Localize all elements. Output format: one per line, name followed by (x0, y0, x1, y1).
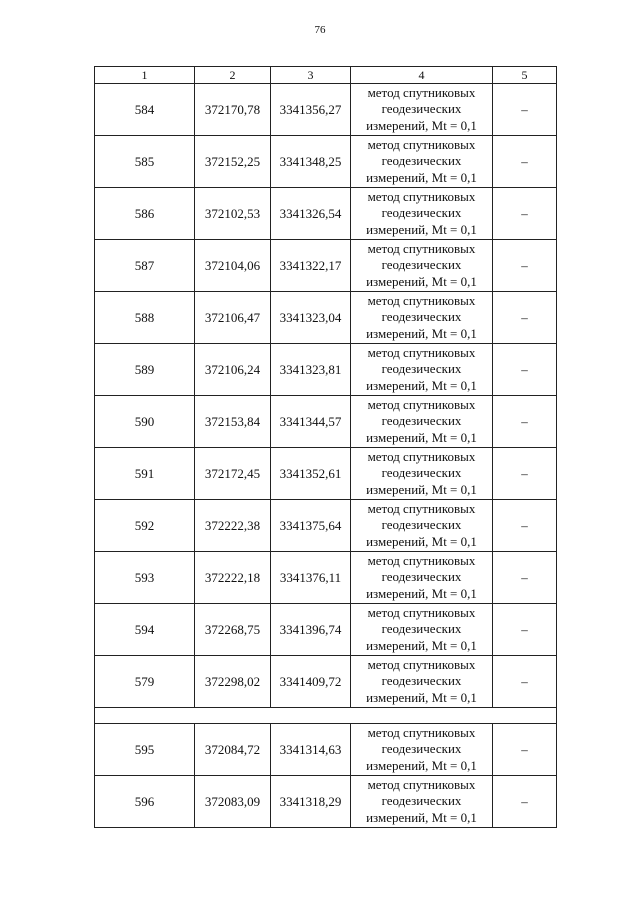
y-coordinate-cell: 3341356,27 (271, 84, 351, 136)
method-line: метод спутниковых (367, 500, 476, 516)
method-line: измерений, Mt = 0,1 (366, 809, 477, 825)
method-cell (351, 604, 493, 656)
note-cell: – (493, 604, 557, 656)
point-number-cell: 579 (95, 656, 195, 708)
method-line: геодезических (381, 153, 462, 169)
page-number: 76 (314, 24, 326, 36)
method-line: геодезических (381, 673, 462, 689)
table-body (95, 84, 557, 828)
method-line: геодезических (381, 741, 462, 757)
method-line: измерений, Mt = 0,1 (366, 585, 477, 601)
header-col-5: 5 (493, 67, 557, 84)
x-coordinate-cell: 372298,02 (195, 656, 271, 708)
table-break-cell (95, 708, 557, 724)
y-coordinate-cell: 3341323,04 (271, 292, 351, 344)
method-line: измерений, Mt = 0,1 (366, 325, 477, 341)
method-line: измерений, Mt = 0,1 (366, 429, 477, 445)
table-row (95, 136, 557, 188)
point-number-cell: 586 (95, 188, 195, 240)
method-line: геодезических (381, 309, 462, 325)
y-coordinate-cell: 3341322,17 (271, 240, 351, 292)
method-cell (351, 136, 493, 188)
header-col-3: 3 (271, 67, 351, 84)
point-number-cell: 589 (95, 344, 195, 396)
method-line: геодезических (381, 517, 462, 533)
method-cell (351, 344, 493, 396)
table-row (95, 292, 557, 344)
point-number-cell: 590 (95, 396, 195, 448)
method-cell (351, 84, 493, 136)
method-cell (351, 552, 493, 604)
x-coordinate-cell: 372222,38 (195, 500, 271, 552)
method-line: геодезических (381, 205, 462, 221)
method-line: метод спутниковых (367, 396, 476, 412)
method-line: геодезических (381, 257, 462, 273)
y-coordinate-cell: 3341375,64 (271, 500, 351, 552)
table-row (95, 776, 557, 828)
method-line: геодезических (381, 793, 462, 809)
point-number-cell: 593 (95, 552, 195, 604)
point-number-cell: 588 (95, 292, 195, 344)
x-coordinate-cell: 372222,18 (195, 552, 271, 604)
table-row (95, 344, 557, 396)
method-line: метод спутниковых (367, 292, 476, 308)
method-line: измерений, Mt = 0,1 (366, 637, 477, 653)
x-coordinate-cell: 372106,24 (195, 344, 271, 396)
method-line: измерений, Mt = 0,1 (366, 533, 477, 549)
note-cell: – (493, 84, 557, 136)
method-line: метод спутниковых (367, 448, 476, 464)
method-line: метод спутниковых (367, 604, 476, 620)
method-cell (351, 724, 493, 776)
y-coordinate-cell: 3341318,29 (271, 776, 351, 828)
method-line: геодезических (381, 101, 462, 117)
table-row (95, 500, 557, 552)
table-header (95, 67, 557, 84)
table-break-row (95, 708, 557, 724)
x-coordinate-cell: 372084,72 (195, 724, 271, 776)
point-number-cell: 595 (95, 724, 195, 776)
note-cell: – (493, 396, 557, 448)
table-row (95, 448, 557, 500)
method-line: метод спутниковых (367, 84, 476, 100)
x-coordinate-cell: 372172,45 (195, 448, 271, 500)
method-line: измерений, Mt = 0,1 (366, 689, 477, 705)
table-row (95, 656, 557, 708)
point-number-cell: 596 (95, 776, 195, 828)
y-coordinate-cell: 3341352,61 (271, 448, 351, 500)
x-coordinate-cell: 372268,75 (195, 604, 271, 656)
note-cell: – (493, 656, 557, 708)
note-cell: – (493, 448, 557, 500)
method-line: метод спутниковых (367, 136, 476, 152)
method-line: измерений, Mt = 0,1 (366, 273, 477, 289)
header-col-4: 4 (351, 67, 493, 84)
point-number-cell: 584 (95, 84, 195, 136)
method-line: измерений, Mt = 0,1 (366, 377, 477, 393)
note-cell: – (493, 344, 557, 396)
y-coordinate-cell: 3341409,72 (271, 656, 351, 708)
table-row (95, 724, 557, 776)
method-cell (351, 292, 493, 344)
point-number-cell: 587 (95, 240, 195, 292)
note-cell: – (493, 776, 557, 828)
method-line: метод спутниковых (367, 552, 476, 568)
header-col-2: 2 (195, 67, 271, 84)
method-line: измерений, Mt = 0,1 (366, 757, 477, 773)
note-cell: – (493, 136, 557, 188)
method-line: измерений, Mt = 0,1 (366, 117, 477, 133)
method-cell (351, 776, 493, 828)
y-coordinate-cell: 3341326,54 (271, 188, 351, 240)
note-cell: – (493, 240, 557, 292)
y-coordinate-cell: 3341344,57 (271, 396, 351, 448)
point-number-cell: 585 (95, 136, 195, 188)
y-coordinate-cell: 3341376,11 (271, 552, 351, 604)
x-coordinate-cell: 372152,25 (195, 136, 271, 188)
method-line: метод спутниковых (367, 240, 476, 256)
table-row (95, 396, 557, 448)
method-line: геодезических (381, 465, 462, 481)
method-line: метод спутниковых (367, 344, 476, 360)
method-line: измерений, Mt = 0,1 (366, 481, 477, 497)
table-row (95, 604, 557, 656)
method-cell (351, 396, 493, 448)
method-cell (351, 656, 493, 708)
method-line: геодезических (381, 621, 462, 637)
y-coordinate-cell: 3341396,74 (271, 604, 351, 656)
method-line: измерений, Mt = 0,1 (366, 221, 477, 237)
method-line: геодезических (381, 361, 462, 377)
table-row (95, 552, 557, 604)
point-number-cell: 592 (95, 500, 195, 552)
y-coordinate-cell: 3341348,25 (271, 136, 351, 188)
point-number-cell: 594 (95, 604, 195, 656)
point-number-cell: 591 (95, 448, 195, 500)
method-line: геодезических (381, 413, 462, 429)
method-line: метод спутниковых (367, 724, 476, 740)
y-coordinate-cell: 3341323,81 (271, 344, 351, 396)
x-coordinate-cell: 372170,78 (195, 84, 271, 136)
y-coordinate-cell: 3341314,63 (271, 724, 351, 776)
x-coordinate-cell: 372083,09 (195, 776, 271, 828)
note-cell: – (493, 188, 557, 240)
method-line: метод спутниковых (367, 188, 476, 204)
method-line: метод спутниковых (367, 776, 476, 792)
method-cell (351, 448, 493, 500)
header-row (95, 67, 557, 84)
note-cell: – (493, 500, 557, 552)
x-coordinate-cell: 372106,47 (195, 292, 271, 344)
table-row (95, 84, 557, 136)
method-line: измерений, Mt = 0,1 (366, 169, 477, 185)
method-cell (351, 240, 493, 292)
table-row (95, 240, 557, 292)
method-line: геодезических (381, 569, 462, 585)
method-cell (351, 500, 493, 552)
x-coordinate-cell: 372102,53 (195, 188, 271, 240)
x-coordinate-cell: 372104,06 (195, 240, 271, 292)
x-coordinate-cell: 372153,84 (195, 396, 271, 448)
note-cell: – (493, 292, 557, 344)
note-cell: – (493, 552, 557, 604)
method-line: метод спутниковых (367, 656, 476, 672)
table-row (95, 188, 557, 240)
header-col-1: 1 (95, 67, 195, 84)
coordinates-table (94, 66, 557, 828)
note-cell: – (493, 724, 557, 776)
method-cell (351, 188, 493, 240)
